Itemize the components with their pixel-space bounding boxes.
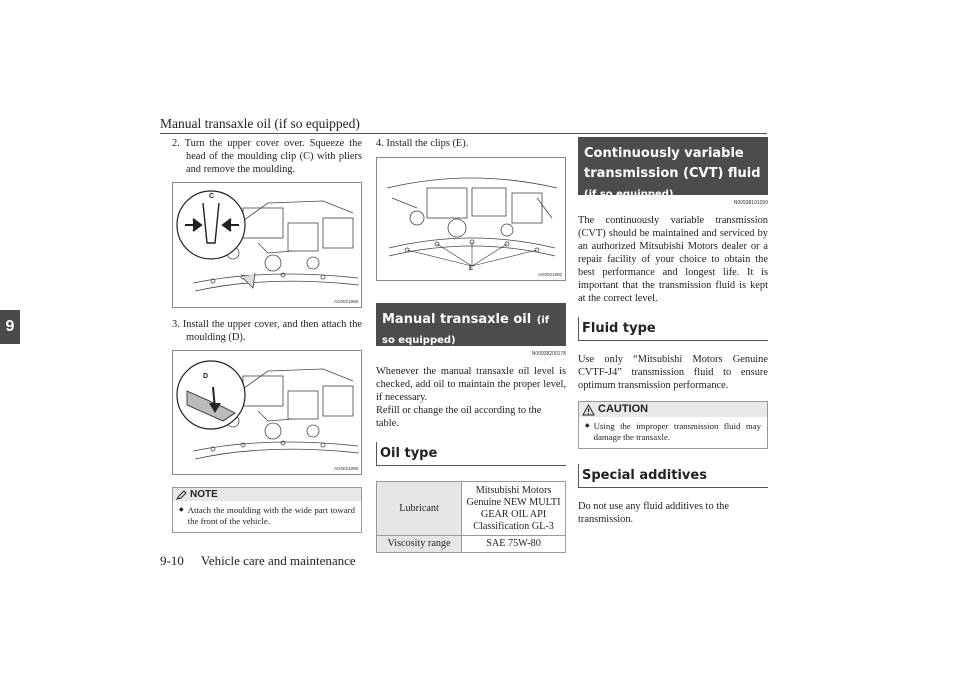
note-text: Attach the moulding with the wide part toward the front of the vehicle.: [187, 505, 355, 526]
paragraph: Whenever the manual transaxle oil level is checked, add oil to maintain the proper level, if necessary.: [376, 366, 566, 403]
note-box: [172, 487, 362, 533]
caution-body: [579, 417, 767, 448]
note-header: [173, 488, 361, 501]
table-cell-label: Viscosity range: [377, 536, 462, 553]
paragraph: The continuously variable transmission (CVT) should be maintained and serviced by an authorized Mitsubishi Motors dealer or a repair facility of your choice to obtain the best performance and longest life. It is important that the transmission fluid is kept at the correct level.: [578, 215, 768, 304]
header-rule: [160, 133, 767, 134]
step-4-text: 4. Install the clips (E).: [376, 138, 469, 149]
oil-spec-table: [376, 481, 566, 553]
table-cell-value: SAE 75W-80: [462, 536, 566, 553]
section-suffix: (if so equipped): [584, 189, 674, 200]
label-D: D: [203, 373, 209, 380]
figure-code: AG0021899: [333, 466, 358, 471]
column-1: [172, 137, 362, 533]
figure-moulding-clip: [172, 182, 362, 308]
caution-header: [579, 402, 767, 417]
section-suffix: (if so equipped): [382, 315, 550, 346]
engine-bay-illustration: [173, 183, 361, 307]
engine-bay-illustration: [377, 158, 565, 280]
note-body: [173, 501, 361, 532]
engine-bay-illustration: [173, 351, 361, 474]
table-cell-label: Lubricant: [377, 482, 462, 536]
section-title: Manual transaxle oil: [382, 312, 532, 327]
figure-attach-moulding: [172, 350, 362, 475]
warning-triangle-icon: [582, 404, 595, 416]
step-3-text: 3. Install the upper cover, and then attach the moulding (D).: [172, 319, 362, 343]
caution-text: Using the improper transmission fluid may damage the transaxle.: [593, 421, 761, 442]
paragraph: Refill or change the oil according to the table.: [376, 405, 542, 429]
paragraph: Use only “Mitsubishi Motors Genuine CVTF-J4” transmission fluid to ensure optimum transmission performance.: [578, 354, 768, 391]
table-row: [377, 536, 566, 553]
caution-box: [578, 401, 768, 449]
note-title: NOTE: [190, 489, 218, 500]
page-header-title: Manual transaxle oil (if so equipped): [160, 116, 360, 131]
section-heading-cvt-fluid: [578, 137, 768, 200]
column-3: [578, 137, 768, 526]
section-heading-manual-transaxle-oil: [376, 303, 566, 346]
figure-install-clips: [376, 157, 566, 281]
reference-code: N00938200178: [531, 351, 566, 357]
reference-code: N00938101099: [733, 200, 768, 206]
page-footer: [160, 553, 370, 569]
page-number: 9-10: [160, 553, 184, 568]
subheading-fluid-type: Fluid type: [578, 317, 768, 341]
subheading-oil-type: Oil type: [376, 442, 566, 466]
note-icon: [176, 489, 187, 500]
label-E: E: [469, 266, 474, 272]
bullet-icon: ◆: [585, 423, 590, 429]
figure-code: AG0021900: [537, 272, 562, 277]
section-title: Continuously variable transmission (CVT) fluid: [584, 146, 761, 181]
subheading-special-additives: Special additives: [578, 464, 768, 488]
figure-code: AG0021898: [333, 299, 358, 304]
paragraph: Do not use any fluid additives to the transmission.: [578, 501, 729, 525]
caution-title: CAUTION: [598, 403, 649, 415]
column-2: [376, 137, 566, 553]
bullet-icon: ◆: [179, 507, 184, 513]
label-C: C: [209, 193, 215, 200]
step-2-text: 2. Turn the upper cover over. Squeeze the head of the moulding clip (C) with pliers and remove the moulding.: [172, 138, 362, 175]
chapter-tab: 9: [0, 310, 20, 344]
table-cell-value: Mitsubishi Motors Genuine NEW MULTI GEAR OIL API Classification GL-3: [462, 482, 566, 536]
table-row: [377, 482, 566, 536]
section-name: Vehicle care and maintenance: [200, 553, 356, 568]
